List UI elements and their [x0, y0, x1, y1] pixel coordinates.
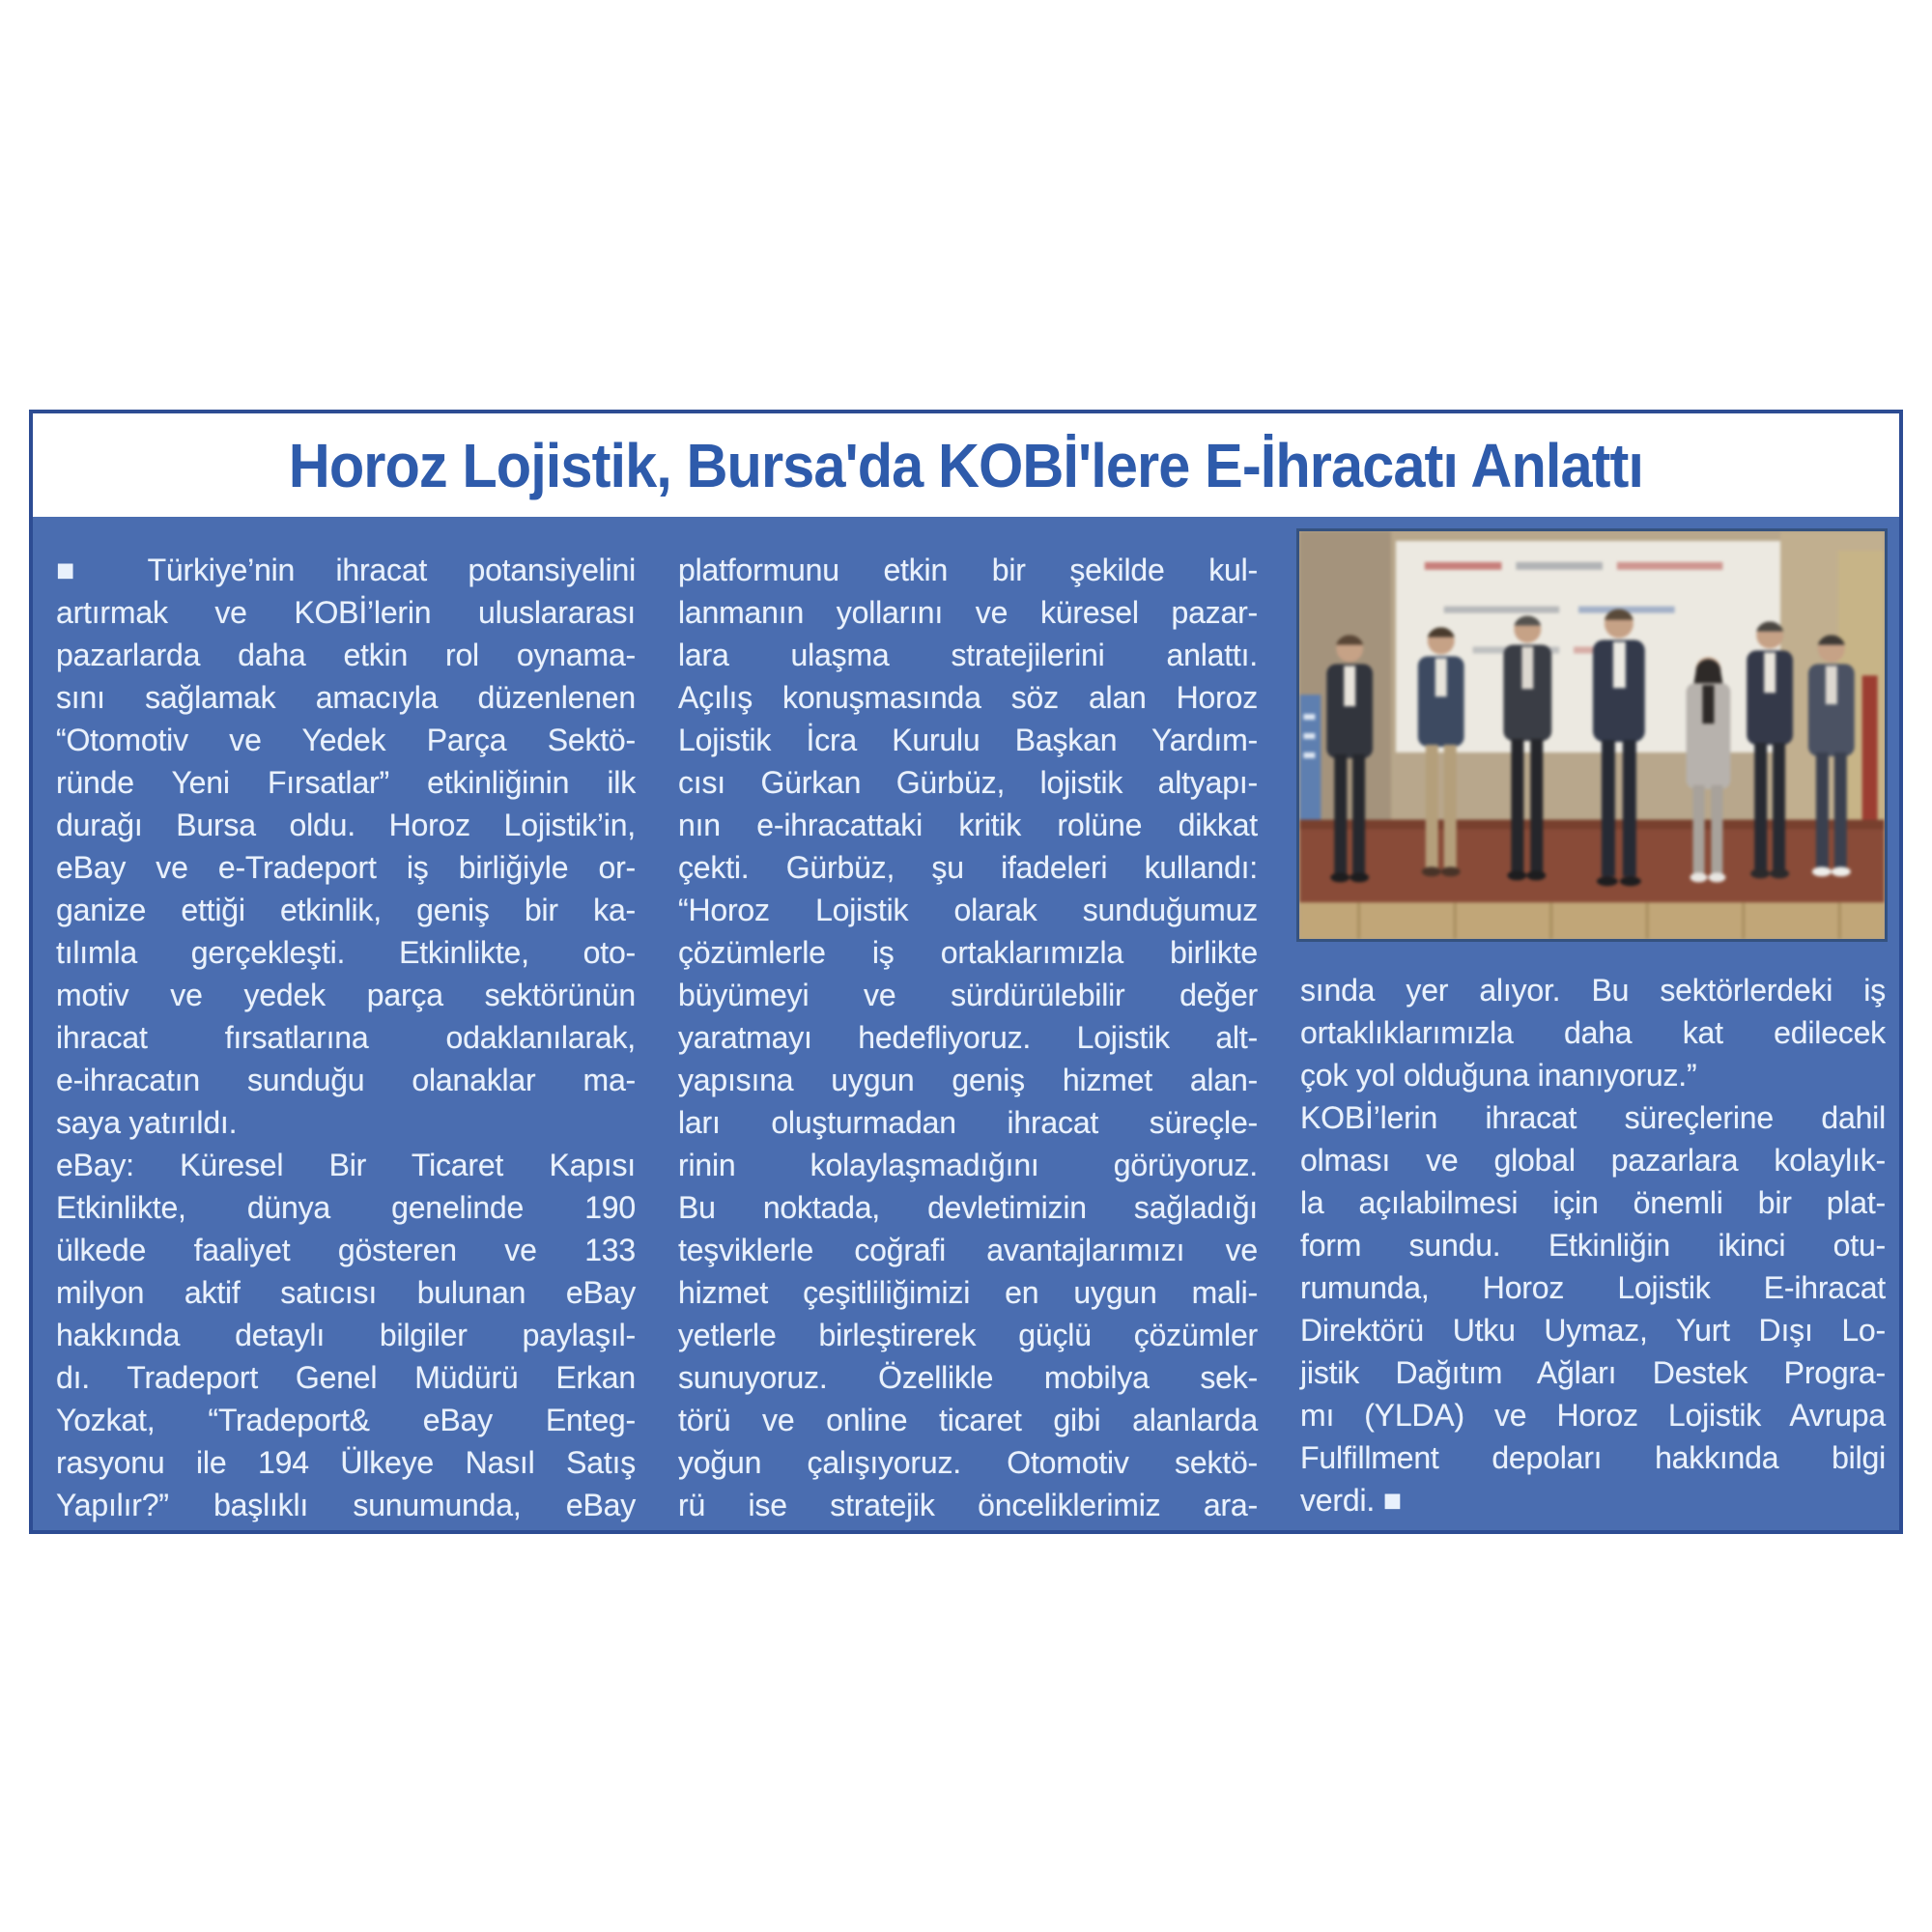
text-line: yaratmayı hedefliyoruz. Lojistik alt-: [678, 1020, 1258, 1055]
text-line: çok yol olduğuna inanıyoruz.”: [1300, 1058, 1697, 1093]
event-photo-graphic: [1299, 531, 1885, 939]
text-line: cısı Gürkan Gürbüz, lojistik altyapı-: [678, 765, 1258, 800]
text-line: sını sağlamak amacıyla düzenlenen: [56, 680, 636, 715]
text-line: Fulfillment depoları hakkında bilgi: [1300, 1440, 1886, 1475]
text-line: hizmet çeşitliliğimizi en uygun mali-: [678, 1275, 1258, 1310]
text-line: e-ihracatın sunduğu olanaklar ma-: [56, 1063, 636, 1097]
news-clipping: [29, 410, 1903, 1534]
text-line: ganize ettiği etkinlik, geniş bir ka-: [56, 893, 636, 927]
text-line: ortaklıklarımızla daha kat edilecek: [1300, 1015, 1886, 1050]
text-line: tılımla gerçekleşti. Etkinlikte, oto-: [56, 935, 636, 970]
text-line: form sundu. Etkinliğin ikinci otu-: [1300, 1228, 1886, 1263]
text-line: platformunu etkin bir şekilde kul-: [678, 553, 1258, 587]
text-line: verdi. ■: [1300, 1483, 1402, 1518]
text-line: eBay ve e-Tradeport iş birliğiyle or-: [56, 850, 636, 885]
article-column-1: [56, 549, 636, 1526]
text-line: saya yatırıldı.: [56, 1105, 238, 1140]
text-line: jistik Dağıtım Ağları Destek Progra-: [1300, 1355, 1886, 1390]
text-line: rü ise stratejik önceliklerimiz ara-: [678, 1488, 1258, 1522]
article-column-2: [678, 549, 1258, 1526]
text-line: ları oluşturmadan ihracat süreçle-: [678, 1105, 1258, 1140]
text-line: büyümeyi ve sürdürülebilir değer: [678, 978, 1258, 1012]
text-line: yetlerle birleştirerek güçlü çözümler: [678, 1318, 1258, 1352]
text-line: Açılış konuşmasında söz alan Horoz: [678, 680, 1258, 715]
text-line: törü ve online ticaret gibi alanlarda: [678, 1403, 1258, 1437]
text-line: ihracat fırsatlarına odaklanılarak,: [56, 1020, 636, 1055]
text-line: nın e-ihracattaki kritik rolüne dikkat: [678, 808, 1258, 842]
text-line: dı. Tradeport Genel Müdürü Erkan: [56, 1360, 636, 1395]
text-line: artırmak ve KOBİ’lerin uluslararası: [56, 595, 636, 630]
text-line: rumunda, Horoz Lojistik E-ihracat: [1300, 1270, 1886, 1305]
text-line: KOBİ’lerin ihracat süreçlerine dahil: [1300, 1100, 1886, 1135]
text-line: lara ulaşma stratejilerini anlattı.: [678, 638, 1258, 672]
text-line: Yapılır?” başlıklı sunumunda, eBay: [56, 1488, 636, 1522]
text-line: pazarlarda daha etkin rol oynama-: [56, 638, 636, 672]
text-line: çözümlerle iş ortaklarımızla birlikte: [678, 935, 1258, 970]
text-line: ründe Yeni Fırsatlar” etkinliğinin ilk: [56, 765, 636, 800]
text-line: çekti. Gürbüz, şu ifadeleri kullandı:: [678, 850, 1258, 885]
text-line: Direktörü Utku Uymaz, Yurt Dışı Lo-: [1300, 1313, 1886, 1348]
text-line: sunuyoruz. Özellikle mobilya sek-: [678, 1360, 1258, 1395]
text-line: olması ve global pazarlara kolaylık-: [1300, 1143, 1886, 1178]
text-line: sında yer alıyor. Bu sektörlerdeki iş: [1300, 973, 1886, 1008]
text-line: yoğun çalışıyoruz. Otomotiv sektö-: [678, 1445, 1258, 1480]
text-line: durağı Bursa oldu. Horoz Lojistik’in,: [56, 808, 636, 842]
text-line: Lojistik İcra Kurulu Başkan Yardım-: [678, 723, 1258, 757]
text-line: yapısına uygun geniş hizmet alan-: [678, 1063, 1258, 1097]
event-photo: [1296, 528, 1888, 942]
text-line: rasyonu ile 194 Ülkeye Nasıl Satış: [56, 1445, 636, 1480]
text-line: mı (YLDA) ve Horoz Lojistik Avrupa: [1300, 1398, 1886, 1433]
text-line: milyon aktif satıcısı bulunan eBay: [56, 1275, 636, 1310]
title-band: [33, 413, 1899, 517]
text-line: la açılabilmesi için önemli bir plat-: [1300, 1185, 1886, 1220]
text-line: eBay: Küresel Bir Ticaret Kapısı: [56, 1148, 636, 1182]
text-line: ■ Türkiye’nin ihracat potansiyelini: [56, 553, 636, 587]
text-line: lanmanın yollarını ve küresel pazar-: [678, 595, 1258, 630]
article-body: [33, 517, 1899, 1526]
article-title: Horoz Lojistik, Bursa'da KOBİ'lere E-İhracatı Anlattı: [288, 430, 1644, 500]
text-line: hakkında detaylı bilgiler paylaşıl-: [56, 1318, 636, 1352]
text-line: motiv ve yedek parça sektörünün: [56, 978, 636, 1012]
text-line: Etkinlikte, dünya genelinde 190: [56, 1190, 636, 1225]
text-line: teşviklerle coğrafi avantajlarımızı ve: [678, 1233, 1258, 1267]
text-line: “Otomotiv ve Yedek Parça Sektö-: [56, 723, 636, 757]
text-line: Bu noktada, devletimizin sağladığı: [678, 1190, 1258, 1225]
article-column-3: [1300, 969, 1886, 1521]
text-line: “Horoz Lojistik olarak sunduğumuz: [678, 893, 1258, 927]
text-line: ülkede faaliyet gösteren ve 133: [56, 1233, 636, 1267]
text-line: rinin kolaylaşmadığını görüyoruz.: [678, 1148, 1258, 1182]
text-line: Yozkat, “Tradeport& eBay Enteg-: [56, 1403, 636, 1437]
